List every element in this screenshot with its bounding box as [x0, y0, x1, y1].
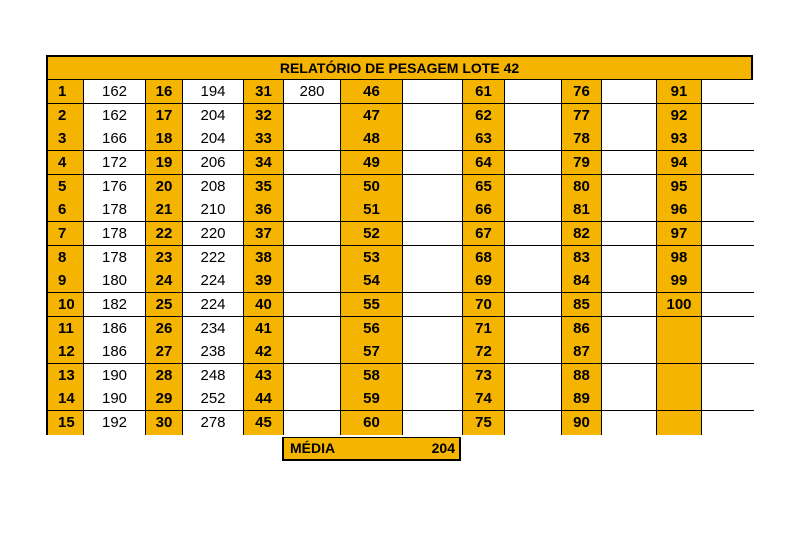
row-index-cell: 45	[244, 411, 284, 435]
weight-value-cell[interactable]	[702, 151, 754, 175]
row-index-cell: 69	[463, 269, 505, 293]
weight-value-cell[interactable]	[602, 317, 657, 341]
row-index-cell: 86	[562, 317, 602, 341]
row-index-cell: 27	[146, 340, 183, 364]
weight-value-cell[interactable]: 182	[84, 293, 146, 317]
weight-value-cell[interactable]	[602, 269, 657, 293]
row-index-cell: 57	[341, 340, 403, 364]
weight-value-cell[interactable]	[505, 364, 562, 388]
row-index-cell: 65	[463, 175, 505, 199]
weight-value-cell[interactable]	[403, 387, 463, 411]
weight-value-cell[interactable]	[403, 175, 463, 199]
weight-value-cell[interactable]	[702, 317, 754, 341]
column-group-5	[463, 80, 562, 435]
report-title: RELATÓRIO DE PESAGEM LOTE 42	[48, 57, 751, 80]
row-index-cell: 48	[341, 127, 403, 151]
column-group-3	[244, 80, 341, 435]
average-box	[282, 437, 461, 461]
row-index-cell: 87	[562, 340, 602, 364]
weight-value-cell[interactable]: 166	[84, 127, 146, 151]
weight-value-cell[interactable]: 204	[183, 104, 244, 128]
weight-value-cell[interactable]: 280	[284, 80, 341, 104]
row-index-cell: 39	[244, 269, 284, 293]
row-index-cell: 78	[562, 127, 602, 151]
row-index-cell: 16	[146, 80, 183, 104]
row-index-cell: 40	[244, 293, 284, 317]
weight-value-cell[interactable]	[602, 198, 657, 222]
weight-value-cell[interactable]	[602, 127, 657, 151]
row-index-cell: 99	[657, 269, 702, 293]
row-index-cell: 17	[146, 104, 183, 128]
weight-value-cell[interactable]	[284, 246, 341, 270]
row-index-cell: 90	[562, 411, 602, 435]
weight-value-cell[interactable]	[403, 293, 463, 317]
row-index-cell: 100	[657, 293, 702, 317]
row-index-cell: 97	[657, 222, 702, 246]
row-index-cell: 3	[48, 127, 84, 151]
row-index-cell: 79	[562, 151, 602, 175]
row-index-cell: 43	[244, 364, 284, 388]
weight-value-cell[interactable]	[284, 222, 341, 246]
weight-value-cell[interactable]	[505, 269, 562, 293]
row-index-cell: 7	[48, 222, 84, 246]
weight-value-cell[interactable]: 224	[183, 269, 244, 293]
row-index-cell: 81	[562, 198, 602, 222]
row-index-cell: 68	[463, 246, 505, 270]
weight-value-cell[interactable]	[403, 246, 463, 270]
weight-value-cell[interactable]	[284, 127, 341, 151]
weight-value-cell[interactable]: 180	[84, 269, 146, 293]
row-index-cell: 93	[657, 127, 702, 151]
weight-value-cell[interactable]	[284, 411, 341, 435]
row-index-cell: 6	[48, 198, 84, 222]
weight-value-cell[interactable]: 162	[84, 104, 146, 128]
row-index-cell: 95	[657, 175, 702, 199]
column-group-1	[48, 80, 146, 435]
row-index-cell: 26	[146, 317, 183, 341]
row-index-cell: 62	[463, 104, 505, 128]
weight-value-cell[interactable]	[284, 293, 341, 317]
weight-value-cell[interactable]: 172	[84, 151, 146, 175]
weight-value-cell[interactable]	[403, 151, 463, 175]
weight-value-cell[interactable]	[403, 340, 463, 364]
weight-value-cell[interactable]	[403, 198, 463, 222]
weight-value-cell[interactable]	[284, 104, 341, 128]
row-index-cell: 94	[657, 151, 702, 175]
weight-value-cell[interactable]	[702, 340, 754, 364]
row-index-cell: 54	[341, 269, 403, 293]
weight-value-cell[interactable]	[702, 246, 754, 270]
row-index-cell: 71	[463, 317, 505, 341]
weight-value-cell[interactable]: 176	[84, 175, 146, 199]
weight-value-cell[interactable]	[284, 198, 341, 222]
row-index-cell: 50	[341, 175, 403, 199]
row-index-cell: 58	[341, 364, 403, 388]
weight-value-cell[interactable]	[702, 222, 754, 246]
row-index-cell: 13	[48, 364, 84, 388]
column-group-6	[562, 80, 657, 435]
row-index-cell: 98	[657, 246, 702, 270]
weighing-report-table	[46, 55, 753, 435]
weight-value-cell[interactable]: 186	[84, 317, 146, 341]
weight-value-cell[interactable]: 194	[183, 80, 244, 104]
row-index-cell: 2	[48, 104, 84, 128]
weight-value-cell[interactable]	[602, 411, 657, 435]
row-index-cell: 89	[562, 387, 602, 411]
row-index-cell: 29	[146, 387, 183, 411]
row-index-cell: 37	[244, 222, 284, 246]
weight-value-cell[interactable]	[505, 104, 562, 128]
weight-value-cell[interactable]	[505, 246, 562, 270]
weight-value-cell[interactable]	[505, 317, 562, 341]
weight-value-cell[interactable]	[403, 222, 463, 246]
row-index-cell: 42	[244, 340, 284, 364]
column-group-7	[657, 80, 754, 435]
row-index-cell: 92	[657, 104, 702, 128]
weight-value-cell[interactable]	[284, 175, 341, 199]
row-index-cell: 24	[146, 269, 183, 293]
row-index-cell: 73	[463, 364, 505, 388]
weight-value-cell[interactable]	[403, 317, 463, 341]
weight-value-cell[interactable]: 210	[183, 198, 244, 222]
row-index-cell: 21	[146, 198, 183, 222]
weight-value-cell[interactable]: 186	[84, 340, 146, 364]
weight-value-cell[interactable]: 238	[183, 340, 244, 364]
weight-value-cell[interactable]: 206	[183, 151, 244, 175]
weight-value-cell[interactable]	[403, 364, 463, 388]
weight-value-cell[interactable]: 190	[84, 387, 146, 411]
weight-value-cell[interactable]	[702, 127, 754, 151]
row-index-cell: 12	[48, 340, 84, 364]
row-index-cell: 4	[48, 151, 84, 175]
row-index-cell: 33	[244, 127, 284, 151]
column-group-2	[146, 80, 244, 435]
weight-value-cell[interactable]	[702, 411, 754, 435]
row-index-cell: 70	[463, 293, 505, 317]
weight-value-cell[interactable]: 204	[183, 127, 244, 151]
weight-value-cell[interactable]: 162	[84, 80, 146, 104]
weight-value-cell[interactable]: 252	[183, 387, 244, 411]
row-index-cell	[657, 364, 702, 388]
row-index-cell: 14	[48, 387, 84, 411]
row-index-cell: 85	[562, 293, 602, 317]
row-index-cell: 82	[562, 222, 602, 246]
row-index-cell: 5	[48, 175, 84, 199]
row-index-cell: 47	[341, 104, 403, 128]
row-index-cell: 64	[463, 151, 505, 175]
row-index-cell: 32	[244, 104, 284, 128]
average-value: 204	[431, 440, 455, 456]
weight-value-cell[interactable]: 220	[183, 222, 244, 246]
row-index-cell: 46	[341, 80, 403, 104]
weight-value-cell[interactable]: 178	[84, 222, 146, 246]
weight-value-cell[interactable]	[505, 411, 562, 435]
row-index-cell: 15	[48, 411, 84, 435]
row-index-cell: 31	[244, 80, 284, 104]
row-index-cell: 52	[341, 222, 403, 246]
weight-value-cell[interactable]	[284, 340, 341, 364]
weight-value-cell[interactable]	[602, 293, 657, 317]
weight-value-cell[interactable]	[403, 80, 463, 104]
weight-value-cell[interactable]	[284, 317, 341, 341]
weight-value-cell[interactable]	[403, 104, 463, 128]
row-index-cell: 83	[562, 246, 602, 270]
row-index-cell: 66	[463, 198, 505, 222]
weight-value-cell[interactable]	[602, 246, 657, 270]
row-index-cell: 35	[244, 175, 284, 199]
weight-value-cell[interactable]: 178	[84, 198, 146, 222]
row-index-cell: 60	[341, 411, 403, 435]
weight-value-cell[interactable]	[505, 127, 562, 151]
row-index-cell: 56	[341, 317, 403, 341]
weight-value-cell[interactable]	[702, 387, 754, 411]
weight-value-cell[interactable]	[284, 387, 341, 411]
row-index-cell: 59	[341, 387, 403, 411]
column-group-4	[341, 80, 463, 435]
row-index-cell: 28	[146, 364, 183, 388]
row-index-cell	[657, 340, 702, 364]
weight-value-cell[interactable]	[284, 151, 341, 175]
weight-value-cell[interactable]	[702, 175, 754, 199]
row-index-cell: 20	[146, 175, 183, 199]
weight-value-cell[interactable]	[702, 293, 754, 317]
weight-value-cell[interactable]	[505, 340, 562, 364]
row-index-cell: 25	[146, 293, 183, 317]
row-index-cell: 10	[48, 293, 84, 317]
row-index-cell: 80	[562, 175, 602, 199]
row-index-cell: 72	[463, 340, 505, 364]
weight-value-cell[interactable]: 192	[84, 411, 146, 435]
row-index-cell: 34	[244, 151, 284, 175]
row-index-cell: 36	[244, 198, 284, 222]
row-index-cell: 88	[562, 364, 602, 388]
row-index-cell	[657, 411, 702, 435]
weight-value-cell[interactable]	[505, 387, 562, 411]
row-index-cell	[657, 387, 702, 411]
row-index-cell: 53	[341, 246, 403, 270]
weight-value-cell[interactable]	[602, 104, 657, 128]
weight-value-cell[interactable]	[602, 222, 657, 246]
row-index-cell: 63	[463, 127, 505, 151]
row-index-cell: 9	[48, 269, 84, 293]
weight-value-cell[interactable]: 278	[183, 411, 244, 435]
row-index-cell: 74	[463, 387, 505, 411]
row-index-cell: 75	[463, 411, 505, 435]
weight-value-cell[interactable]	[505, 198, 562, 222]
row-index-cell: 19	[146, 151, 183, 175]
row-index-cell: 96	[657, 198, 702, 222]
row-index-cell: 41	[244, 317, 284, 341]
row-index-cell: 67	[463, 222, 505, 246]
row-index-cell: 51	[341, 198, 403, 222]
weight-value-cell[interactable]	[702, 80, 754, 104]
row-index-cell: 38	[244, 246, 284, 270]
weight-value-cell[interactable]	[602, 80, 657, 104]
weight-value-cell[interactable]	[505, 175, 562, 199]
weight-value-cell[interactable]	[602, 151, 657, 175]
weight-value-cell[interactable]	[602, 387, 657, 411]
weight-value-cell[interactable]	[602, 175, 657, 199]
row-index-cell: 55	[341, 293, 403, 317]
weight-value-cell[interactable]	[284, 269, 341, 293]
weight-value-cell[interactable]: 224	[183, 293, 244, 317]
weight-value-cell[interactable]	[702, 269, 754, 293]
weight-value-cell[interactable]: 234	[183, 317, 244, 341]
row-index-cell: 61	[463, 80, 505, 104]
row-index-cell: 44	[244, 387, 284, 411]
row-index-cell: 18	[146, 127, 183, 151]
weight-value-cell[interactable]	[602, 340, 657, 364]
row-index-cell: 76	[562, 80, 602, 104]
row-index-cell	[657, 317, 702, 341]
weight-value-cell[interactable]: 248	[183, 364, 244, 388]
weight-value-cell[interactable]	[403, 269, 463, 293]
row-index-cell: 11	[48, 317, 84, 341]
weight-value-cell[interactable]: 178	[84, 246, 146, 270]
weight-value-cell[interactable]	[403, 411, 463, 435]
weight-value-cell[interactable]: 190	[84, 364, 146, 388]
weight-value-cell[interactable]: 222	[183, 246, 244, 270]
table-body	[48, 80, 751, 435]
row-index-cell: 77	[562, 104, 602, 128]
row-index-cell: 23	[146, 246, 183, 270]
weight-value-cell[interactable]	[702, 198, 754, 222]
weight-value-cell[interactable]	[284, 364, 341, 388]
average-label: MÉDIA	[290, 440, 336, 456]
weight-value-cell[interactable]	[702, 104, 754, 128]
weight-value-cell[interactable]: 208	[183, 175, 244, 199]
weight-value-cell[interactable]	[505, 222, 562, 246]
row-index-cell: 30	[146, 411, 183, 435]
row-index-cell: 8	[48, 246, 84, 270]
weight-value-cell[interactable]	[602, 364, 657, 388]
row-index-cell: 22	[146, 222, 183, 246]
weight-value-cell[interactable]	[702, 364, 754, 388]
weight-value-cell[interactable]	[505, 151, 562, 175]
weight-value-cell[interactable]	[403, 127, 463, 151]
row-index-cell: 84	[562, 269, 602, 293]
row-index-cell: 1	[48, 80, 84, 104]
row-index-cell: 49	[341, 151, 403, 175]
row-index-cell: 91	[657, 80, 702, 104]
weight-value-cell[interactable]	[505, 293, 562, 317]
weight-value-cell[interactable]	[505, 80, 562, 104]
